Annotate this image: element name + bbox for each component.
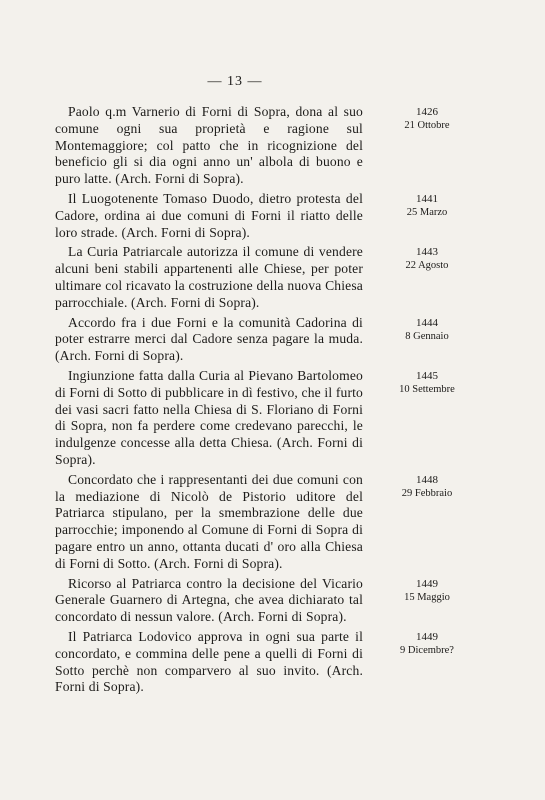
entry-date [363,316,491,344]
entry-day: 21 Ottobre [404,120,450,131]
entry-date [363,577,491,605]
entry-year: 1444 [416,316,438,329]
entry-date [363,105,491,133]
entry-1449-may [55,575,450,626]
entry-1448 [55,471,453,573]
entry-1444 [55,314,449,365]
entry-date [363,630,491,658]
entry-year: 1449 [416,630,438,643]
entry-text: Il Luogotenente Tomaso Duodo, dietro protesta del Cadore, ordina ai due comuni di Forni il riatto delle loro strade. (Arch. Forni di Sopra). [55,190,363,240]
entry-1449-dec [55,628,454,696]
entry-text: Paolo q.m Varnerio di Forni di Sopra, dona al suo comune ogni sua proprietà e ragione sul Montemaggiore; col patto che in ricognizione del beneficio gli si dia ogni anno un' albola di buono e puro latte. (Arch. Forni di Sopra). [55,104,363,187]
entry-date [363,473,491,501]
entry-text: La Curia Patriarcale autorizza il comune di vendere alcuni beni stabili appartenenti alle Chiese, per poter ultimare col ricavato la costruzione della nuova Chiesa parrocchiale. (Arch. Forni di Sopra). [55,244,363,310]
entry-year: 1445 [416,369,438,382]
entry-day: 8 Gennaio [405,330,449,342]
entry-date [363,245,491,273]
entry-1445 [55,367,455,469]
entry-year: 1443 [416,246,438,259]
entry-text: Il Patriarca Lodovico approva in ogni sua parte il concordato, e commina delle pene a quelli di Forni di Sotto perchè non comparvero al suo invito. (Arch. Forni di Sopra). [55,628,363,695]
entry-day: 9 Dicembre? [400,644,454,656]
chronicle-entries [55,104,455,696]
entry-year: 1441 [416,192,438,205]
entry-day: 15 Maggio [404,591,450,603]
entry-text: Concordato che i rappresentanti dei due comuni con la mediazione di Nicolò de Pistorio uditore del Patriarca stipulano, per la smembrazione delle due parrocchie; imponendo al Comune di Forni di Sopra di pagare entro un anno, ottanta ducati d' oro alla Chiesa di Forni di Sotto. (Arch. Forni di Sopra). [55,471,363,571]
entry-day: 22 Agosto [405,260,449,272]
entry-text: Accordo fra i due Forni e la comunità Cadorina di poter estrarre merci dal Cadore senza pagare la muda. (Arch. Forni di Sopra). [55,314,363,364]
entry-text: Ingiunzione fatta dalla Curia al Pievano Bartolomeo di Forni di Sotto di pubblicare in dì festivo, che il furto dei vasi sacri fatto nella Chiesa di S. Floriano di Forni di Sopra, non fa perdere come credevano parecchi, le indulgenze concesse alla detta Chiesa. (Arch. Forni di Sopra). [55,367,363,467]
entry-1441 [55,190,448,241]
entry-text: Ricorso al Patriarca contro la decisione del Vicario Generale Guarnero di Artegna, che avea dichiarato tal concordato di nessun valore. (Arch. Forni di Sopra). [55,575,363,625]
entry-day: 25 Marzo [406,206,448,218]
entry-year: 1449 [416,577,438,590]
entry-1443 [55,244,449,311]
entry-date [363,192,491,220]
entry-year: 1426 [416,106,438,118]
entry-date [363,369,491,397]
entry-year: 1448 [416,473,438,486]
page-number: — 13 — [207,74,263,89]
entry-1426 [55,104,450,188]
entry-day: 10 Settembre [399,383,455,395]
entry-day: 29 Febbraio [401,487,453,499]
